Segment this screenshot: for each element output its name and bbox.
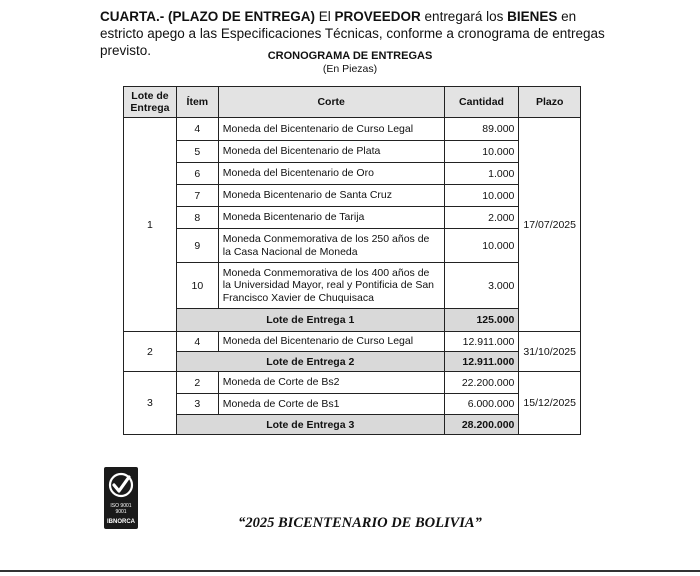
lote-cell: 3 [124, 372, 177, 435]
item-cell: 5 [176, 141, 218, 163]
lote-cell: 1 [124, 118, 177, 332]
footer-motto: “2025 BICENTENARIO DE BOLIVIA” [238, 515, 482, 531]
subtotal-row [124, 309, 581, 332]
corte-cell: Moneda de Corte de Bs2 [218, 372, 444, 394]
cantidad-cell: 10.000 [444, 229, 519, 263]
seal-line-2: 9001 [115, 509, 127, 515]
table-row [124, 229, 581, 263]
header-lote: Lote de Entrega [124, 87, 177, 118]
table-row [124, 118, 581, 141]
item-cell: 10 [176, 263, 218, 309]
table-row [124, 372, 581, 394]
header-plazo: Plazo [519, 87, 581, 118]
item-cell: 8 [176, 207, 218, 229]
cantidad-cell: 6.000.000 [444, 394, 519, 415]
certification-seal-icon [104, 467, 138, 529]
item-cell: 7 [176, 185, 218, 207]
item-cell: 9 [176, 229, 218, 263]
subtotal-value: 125.000 [444, 309, 519, 332]
table-row [124, 141, 581, 163]
header-cantidad: Cantidad [444, 87, 519, 118]
schedule-title: CRONOGRAMA DE ENTREGAS [267, 50, 433, 62]
corte-cell: Moneda Conmemorativa de los 250 años de la Casa Nacional de Moneda [218, 229, 444, 263]
table-row [124, 332, 581, 352]
item-cell: 2 [176, 372, 218, 394]
plazo-cell: 15/12/2025 [519, 372, 581, 435]
table-row [124, 163, 581, 185]
subtotal-row [124, 415, 581, 435]
cantidad-cell: 89.000 [444, 118, 519, 141]
corte-cell: Moneda Bicentenario de Santa Cruz [218, 185, 444, 207]
subtotal-value: 28.200.000 [444, 415, 519, 435]
cantidad-cell: 10.000 [444, 141, 519, 163]
clause-text-2: entregará los [420, 9, 508, 24]
table-header-row [124, 87, 581, 118]
delivery-schedule-table [123, 86, 581, 435]
clause-heading: CUARTA.- (PLAZO DE ENTREGA) [100, 9, 315, 24]
item-cell: 6 [176, 163, 218, 185]
cantidad-cell: 10.000 [444, 185, 519, 207]
table-row [124, 263, 581, 309]
table-row [124, 207, 581, 229]
cantidad-cell: 2.000 [444, 207, 519, 229]
cantidad-cell: 22.200.000 [444, 372, 519, 394]
subtotal-label: Lote de Entrega 3 [176, 415, 444, 435]
corte-cell: Moneda Conmemorativa de los 400 años de la Universidad Mayor, real y Pontificia de San Francisco Xavier de Chuquisaca [218, 263, 444, 309]
header-corte: Corte [218, 87, 444, 118]
corte-cell: Moneda del Bicentenario de Curso Legal [218, 118, 444, 141]
subtotal-row [124, 352, 581, 372]
seal-brand: IBNORCA [107, 519, 135, 525]
page-divider [0, 570, 700, 572]
lote-cell: 2 [124, 332, 177, 372]
seal-line-1: ISO 9001 [110, 503, 132, 509]
subtotal-value: 12.911.000 [444, 352, 519, 372]
corte-cell: Moneda del Bicentenario de Oro [218, 163, 444, 185]
corte-cell: Moneda de Corte de Bs1 [218, 394, 444, 415]
checkmark-icon [107, 470, 135, 500]
clause-text-1: El [315, 9, 335, 24]
clause-text-3: en estricto apego a las Especificaciones Técnicas, conforme a cronograma de entregas previsto. [100, 9, 605, 58]
schedule-subtitle: (En Piezas) [322, 63, 378, 75]
plazo-cell: 17/07/2025 [519, 118, 581, 332]
subtotal-label: Lote de Entrega 2 [176, 352, 444, 372]
corte-cell: Moneda Bicentenario de Tarija [218, 207, 444, 229]
clause-proveedor: PROVEEDOR [334, 9, 421, 24]
clause-bienes: BIENES [507, 9, 558, 24]
cantidad-cell: 12.911.000 [444, 332, 519, 352]
table-row [124, 394, 581, 415]
cantidad-cell: 1.000 [444, 163, 519, 185]
table-row [124, 185, 581, 207]
corte-cell: Moneda del Bicentenario de Curso Legal [218, 332, 444, 352]
subtotal-label: Lote de Entrega 1 [176, 309, 444, 332]
cantidad-cell: 3.000 [444, 263, 519, 309]
header-item: Ítem [176, 87, 218, 118]
item-cell: 4 [176, 118, 218, 141]
item-cell: 4 [176, 332, 218, 352]
plazo-cell: 31/10/2025 [519, 332, 581, 372]
corte-cell: Moneda del Bicentenario de Plata [218, 141, 444, 163]
item-cell: 3 [176, 394, 218, 415]
